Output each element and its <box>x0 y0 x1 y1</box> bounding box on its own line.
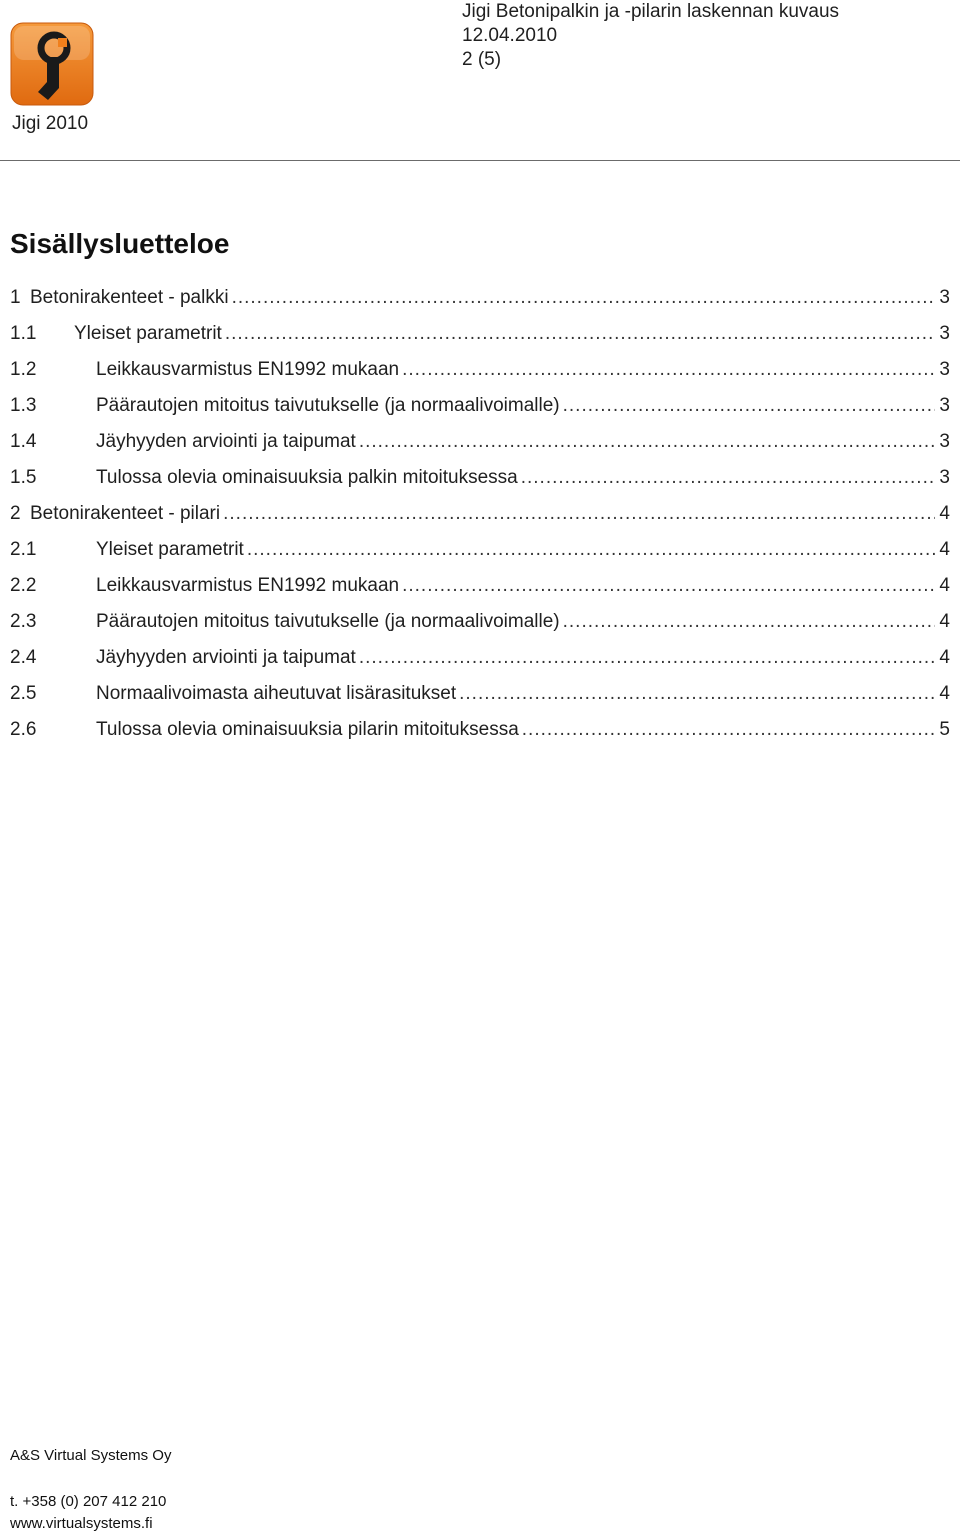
toc-leader-dots <box>521 467 935 489</box>
website-link[interactable]: www.virtualsystems.fi <box>10 1515 153 1532</box>
toc-entry[interactable] <box>10 604 950 640</box>
toc-entry-text: Jäyhyyden arviointi ja taipumat <box>96 647 356 668</box>
toc-entry-page: 4 <box>939 647 950 668</box>
toc-entry-text: Leikkausvarmistus EN1992 mukaan <box>96 575 400 596</box>
toc-entry-number: 1.4 <box>10 431 37 452</box>
toc-leader-dots <box>563 395 935 417</box>
company-name: A&S Virtual Systems Oy <box>10 1447 172 1464</box>
toc-entry-text: Yleiset parametrit <box>74 323 222 344</box>
toc-leader-dots <box>459 683 935 705</box>
toc-entry-number: 2.4 <box>10 647 37 668</box>
document-title: Jigi Betonipalkin ja -pilarin laskennan kuvaus <box>462 1 840 22</box>
toc-entry-text: Betonirakenteet - palkki <box>30 287 229 308</box>
toc-entry-page: 3 <box>939 323 950 344</box>
toc-leader-dots <box>225 323 935 345</box>
toc-entry-number: 2.1 <box>10 539 37 560</box>
toc-entry[interactable] <box>10 316 950 352</box>
toc-entry-text: Normaalivoimasta aiheutuvat lisärasitukset <box>96 683 457 704</box>
toc-entry-text: Jäyhyyden arviointi ja taipumat <box>96 431 356 452</box>
toc-entry-page: 3 <box>939 287 950 308</box>
toc-entry[interactable] <box>10 532 950 568</box>
toc-leader-dots <box>359 647 935 669</box>
toc-entry-text: Tulossa olevia ominaisuuksia pilarin mitoituksessa <box>96 719 519 740</box>
phone-number: t. +358 (0) 207 412 210 <box>10 1493 167 1510</box>
toc-entry-page: 5 <box>939 719 950 740</box>
toc-entry-text: Päärautojen mitoitus taivutukselle (ja normaalivoimalle) <box>96 395 560 416</box>
document-date: 12.04.2010 <box>462 25 558 46</box>
toc-entry-text: Betonirakenteet - pilari <box>30 503 221 524</box>
toc-entry-page: 3 <box>939 359 950 380</box>
page-indicator: 2 (5) <box>462 49 502 70</box>
toc-entry-page: 4 <box>939 503 950 524</box>
page-footer <box>10 1445 171 1535</box>
toc-entry-number: 1.1 <box>10 323 37 344</box>
toc-entry-number: 1 <box>10 287 21 308</box>
toc-entry-number: 2.2 <box>10 575 37 596</box>
toc-entry[interactable] <box>10 424 950 460</box>
toc-entry-text: Leikkausvarmistus EN1992 mukaan <box>96 359 400 380</box>
toc-entry[interactable] <box>10 496 950 532</box>
toc-entry[interactable] <box>10 352 950 388</box>
toc-entry-page: 3 <box>939 467 950 488</box>
toc-entry[interactable] <box>10 676 950 712</box>
toc-entry-page: 4 <box>939 539 950 560</box>
document-meta <box>462 0 839 72</box>
toc-entry-number: 1.3 <box>10 395 37 416</box>
toc-entry-text: Päärautojen mitoitus taivutukselle (ja normaalivoimalle) <box>96 611 560 632</box>
toc-leader-dots <box>522 719 935 741</box>
toc-entry-text: Yleiset parametrit <box>96 539 244 560</box>
toc-entry-number: 1.2 <box>10 359 37 380</box>
toc-leader-dots <box>563 611 935 633</box>
toc-leader-dots <box>247 539 935 561</box>
toc-leader-dots <box>402 575 935 597</box>
toc-leader-dots <box>232 287 935 309</box>
toc-entry[interactable] <box>10 640 950 676</box>
toc-entry-number: 1.5 <box>10 467 37 488</box>
header-divider <box>0 160 960 161</box>
toc-entry-number: 2.3 <box>10 611 37 632</box>
toc-leader-dots <box>223 503 935 525</box>
jigi-logo-icon <box>10 22 94 106</box>
toc-leader-dots <box>402 359 935 381</box>
toc-entry[interactable] <box>10 568 950 604</box>
toc-entry-text: Tulossa olevia ominaisuuksia palkin mitoituksessa <box>96 467 518 488</box>
app-name: Jigi 2010 <box>12 113 89 134</box>
toc-leader-dots <box>359 431 935 453</box>
toc-entry-page: 3 <box>939 431 950 452</box>
toc-entry-number: 2.5 <box>10 683 37 704</box>
toc-entry-page: 4 <box>939 611 950 632</box>
toc-entry[interactable] <box>10 280 950 316</box>
toc-title: Sisällysluetteloe <box>10 228 230 259</box>
toc-entry[interactable] <box>10 712 950 748</box>
toc-entry-page: 3 <box>939 395 950 416</box>
toc-entry-page: 4 <box>939 683 950 704</box>
toc-entry-page: 4 <box>939 575 950 596</box>
toc-entry[interactable] <box>10 460 950 496</box>
toc-entry-number: 2 <box>10 503 21 524</box>
toc-entry-number: 2.6 <box>10 719 37 740</box>
toc-entry[interactable] <box>10 388 950 424</box>
table-of-contents <box>10 280 950 748</box>
